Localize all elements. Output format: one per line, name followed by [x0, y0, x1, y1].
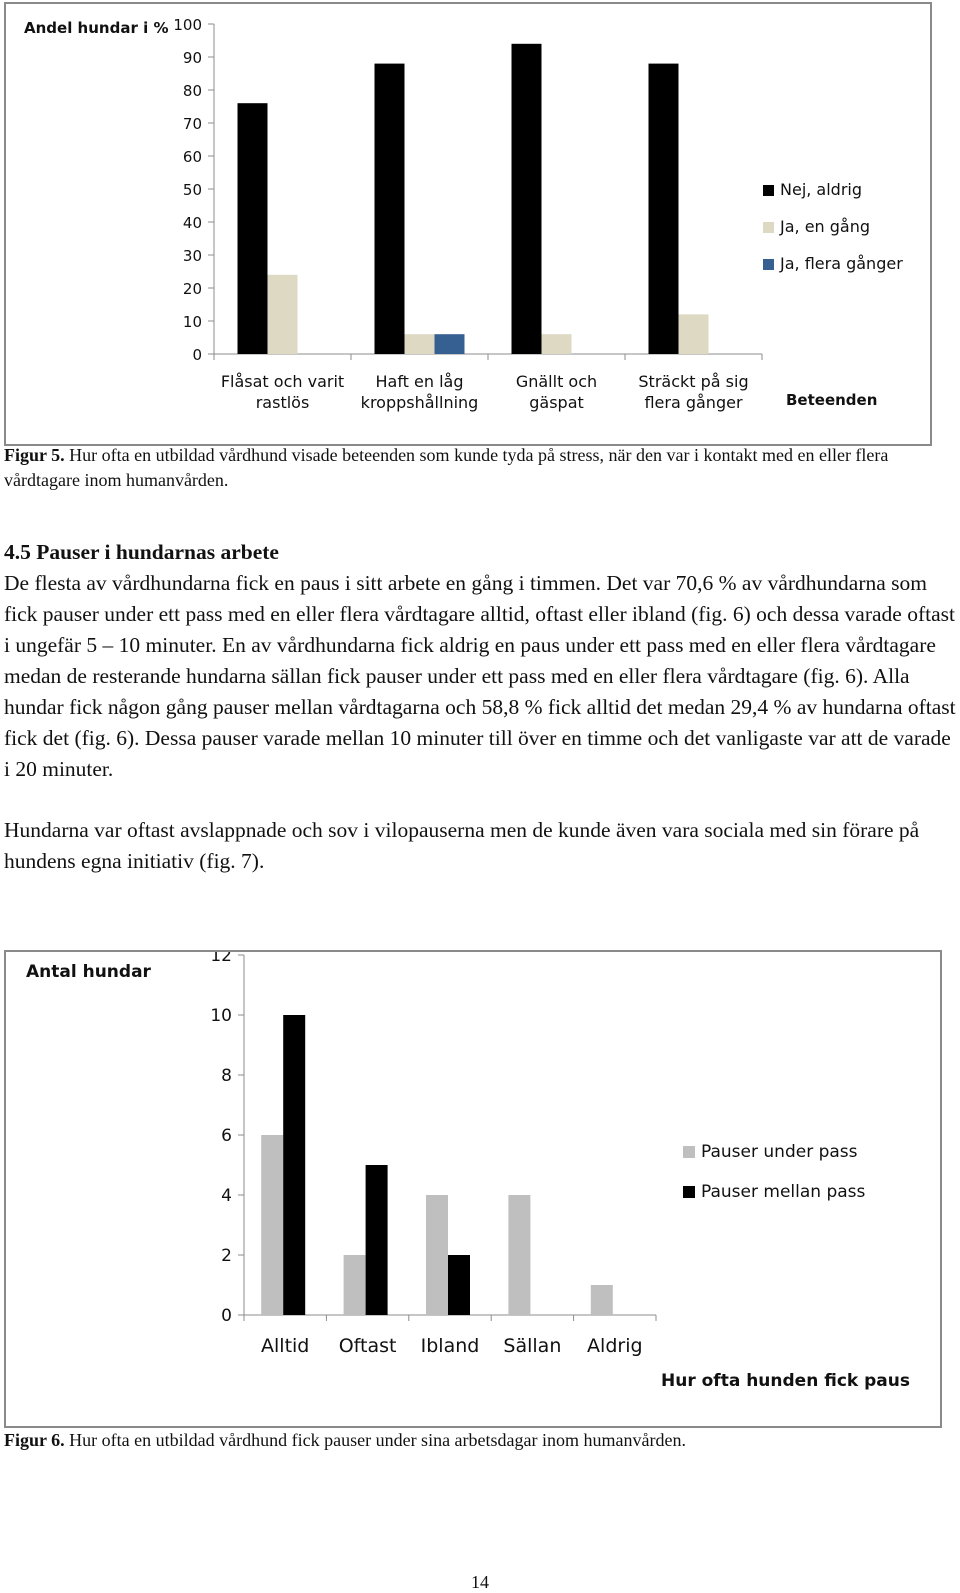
figure-5-chart [4, 2, 932, 446]
legend-swatch [763, 259, 774, 270]
y-axis-label: Andel hundar i % [24, 19, 169, 37]
bar-pauser-under-pass [591, 1285, 613, 1315]
y-tick-label: 8 [221, 1066, 232, 1086]
bar-ja-en-gång [268, 275, 298, 354]
y-tick-label: 40 [182, 214, 202, 232]
y-tick-label: 2 [221, 1246, 232, 1266]
y-tick-label: 10 [182, 313, 202, 331]
x-tick-label: Aldrig [587, 1335, 643, 1357]
x-tick-label: Ibland [420, 1335, 480, 1357]
x-tick-label: Sällan [503, 1335, 562, 1357]
legend-swatch [763, 222, 774, 233]
x-tick-label: Flåsat och varit rastlös [220, 372, 345, 412]
bar-ja-en-gång [679, 314, 709, 354]
bar-pauser-mellan-pass [283, 1015, 305, 1315]
bar-nej-aldrig [649, 64, 679, 354]
section-heading: 4.5 Pauser i hundarnas arbete [4, 540, 279, 564]
bar-pauser-under-pass [261, 1135, 283, 1315]
y-tick-label: 12 [210, 952, 232, 966]
y-tick-label: 70 [182, 115, 202, 133]
y-tick-label: 30 [182, 247, 202, 265]
figure-5-caption [4, 443, 924, 493]
bar-pauser-under-pass [426, 1195, 448, 1315]
y-tick-label: 0 [192, 346, 202, 364]
bar-pauser-mellan-pass [366, 1165, 388, 1315]
bar-pauser-under-pass [508, 1195, 530, 1315]
x-tick-label: Sträckt på sig flera gånger [638, 372, 749, 412]
y-tick-label: 10 [210, 1006, 232, 1026]
section-4-5 [4, 537, 956, 877]
figure-5-svg [6, 4, 930, 444]
bar-pauser-under-pass [344, 1255, 366, 1315]
legend-entry: Nej, aldrig [780, 180, 863, 199]
y-tick-label: 60 [182, 148, 202, 166]
legend-entry: Ja, flera gånger [780, 254, 903, 273]
bar-nej-aldrig [512, 44, 542, 354]
y-tick-label: 0 [221, 1306, 232, 1326]
legend-entry: Ja, en gång [780, 217, 871, 236]
y-tick-label: 50 [182, 181, 202, 199]
figure-6-svg [6, 952, 940, 1426]
x-axis-label: Beteenden [786, 391, 878, 409]
bar-ja-flera-gånger [435, 334, 465, 354]
bar-nej-aldrig [375, 64, 405, 354]
section-paragraph-1: De flesta av vårdhundarna fick en paus i sitt arbete en gång i timmen. Det var 70,6 % av vårdhundarna som fick pauser under ett pass med en eller flera vårdtagare alltid, oftast eller ibland (fig. 6) och dessa varade oftast i ungefär 5 – 10 minuter. En av vårdhundarna fick aldrig en paus under ett pass med en eller flera vårdtagare medan de resterande hundarna sällan fick pauser under ett pass med en eller flera vårdtagare (fig. 6). Alla hundar fick någon gång pauser mellan vårdtagarna och 58,8 % fick alltid det medan 29,4 % av hundarna oftast fick det (fig. 6). Dessa pauser varade mellan 10 minuter till över en timme och det vanligaste var att de varade i 20 minuter. [4, 571, 956, 781]
y-axis-label: Antal hundar [26, 962, 151, 982]
y-tick-label: 4 [221, 1186, 232, 1206]
legend-entry: Pauser under pass [701, 1142, 858, 1162]
figure-6-caption-text: Hur ofta en utbildad vårdhund fick pauser under sina arbetsdagar inom humanvården. [64, 1430, 686, 1450]
y-tick-label: 6 [221, 1126, 232, 1146]
figure-6-caption [4, 1428, 944, 1453]
y-tick-label: 90 [182, 49, 202, 67]
x-tick-label: Gnällt och gäspat [515, 372, 598, 412]
figure-6-chart [4, 950, 942, 1428]
figure-5-caption-text: Hur ofta en utbildad vårdhund visade beteenden som kunde tyda på stress, när den var i kontakt med en eller flera vårdtagare inom humanvården. [4, 445, 889, 490]
legend-swatch [683, 1146, 695, 1158]
x-tick-label: Haft en låg kroppshållning [360, 372, 479, 412]
y-tick-label: 20 [182, 280, 202, 298]
x-axis-label: Hur ofta hunden fick paus [660, 1371, 910, 1391]
y-tick-label: 80 [182, 82, 202, 100]
page-number: 14 [471, 1572, 489, 1592]
bar-pauser-mellan-pass [448, 1255, 470, 1315]
bar-ja-en-gång [405, 334, 435, 354]
legend-entry: Pauser mellan pass [701, 1182, 866, 1202]
figure-6-caption-label: Figur 6. [4, 1430, 65, 1450]
x-tick-label: Oftast [338, 1335, 397, 1357]
legend-swatch [683, 1186, 695, 1198]
bar-ja-en-gång [542, 334, 572, 354]
section-paragraph-2: Hundarna var oftast avslappnade och sov i vilopauserna men de kunde även vara sociala med sin förare på hundens egna initiativ (fig. 7). [4, 818, 920, 873]
legend-swatch [763, 185, 774, 196]
bar-nej-aldrig [238, 103, 268, 354]
figure-5-caption-label: Figur 5. [4, 445, 65, 465]
y-tick-label: 100 [173, 16, 202, 34]
x-tick-label: Alltid [261, 1335, 310, 1357]
